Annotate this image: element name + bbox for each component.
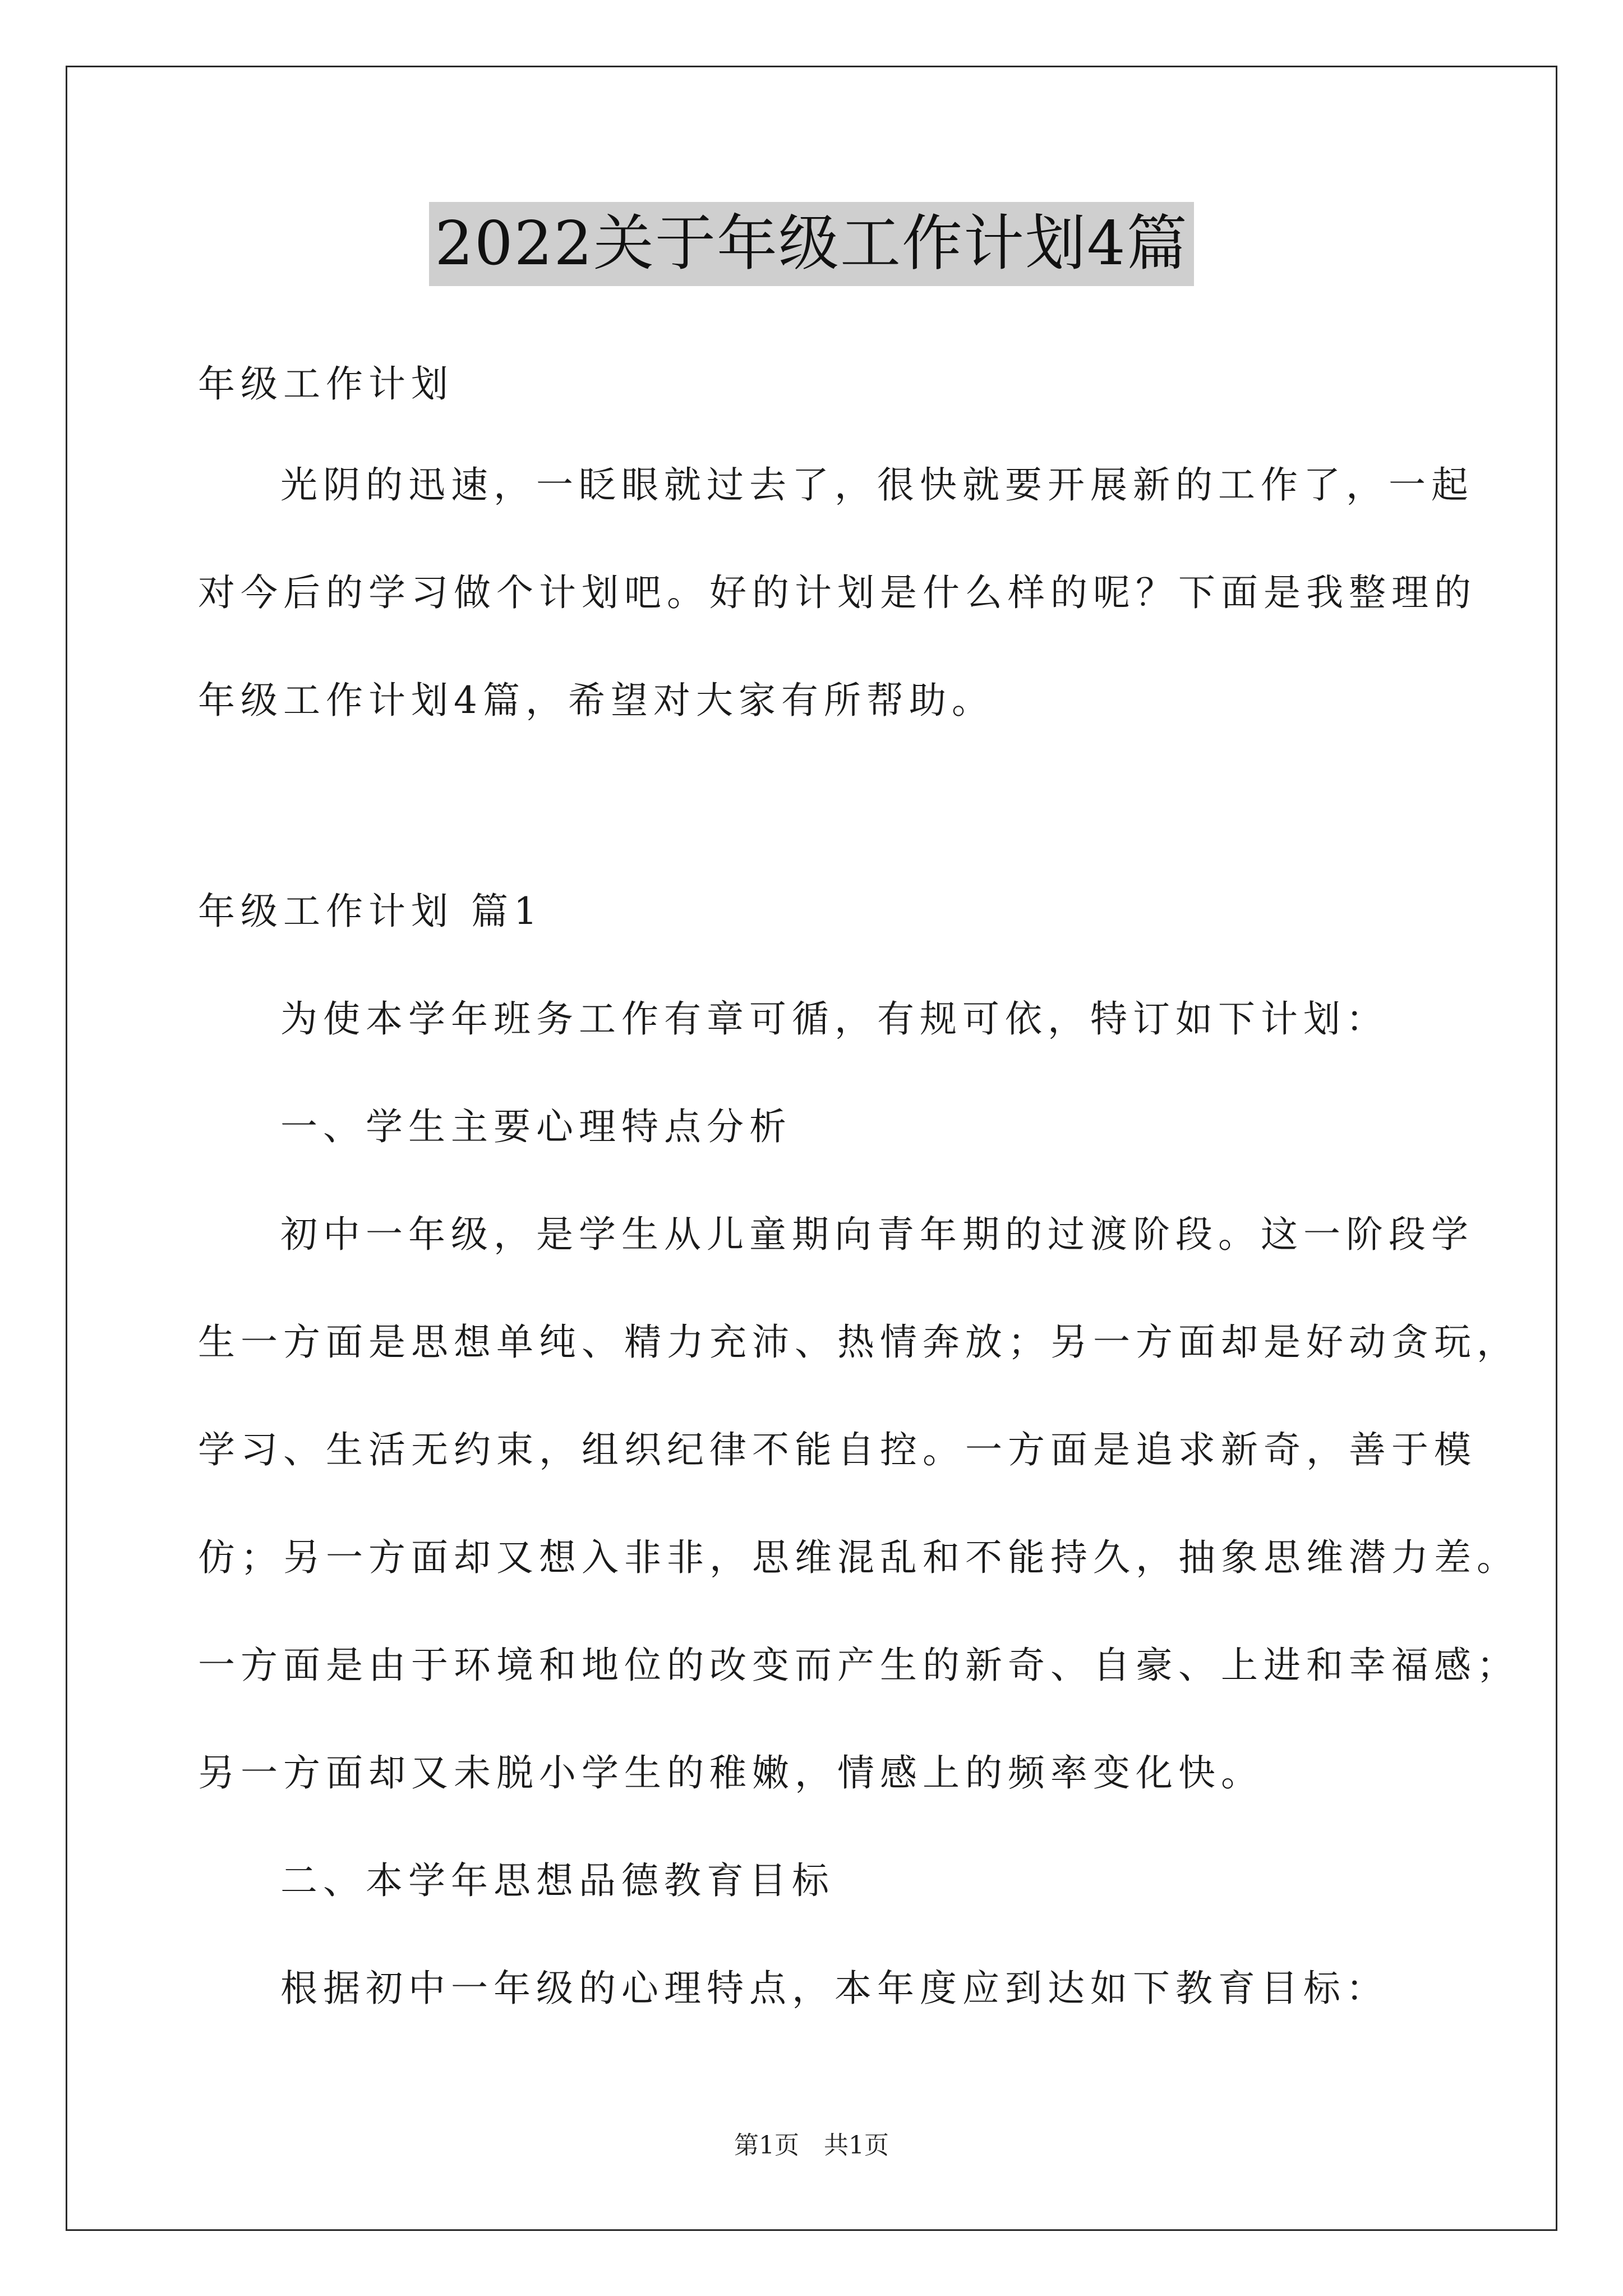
paragraph-line: 生一方面是思想单纯、精力充沛、热情奔放；另一方面却是好动贪玩， — [198, 1320, 1519, 1364]
subheading-line: 二、本学年思想品德教育目标 — [280, 1859, 834, 1902]
subheading-line: 一、学生主要心理特点分析 — [280, 1105, 792, 1148]
paragraph-line: 对今后的学习做个计划吧。好的计划是什么样的呢？下面是我整理的 — [198, 571, 1477, 614]
paragraph-line: 年级工作计划4篇，希望对大家有所帮助。 — [198, 679, 994, 722]
section-heading-intro: 年级工作计划 — [198, 362, 454, 406]
paragraph-line: 光阴的迅速，一眨眼就过去了，很快就要开展新的工作了，一起 — [280, 463, 1474, 507]
paragraph-line: 为使本学年班务工作有章可循，有规可依，特订如下计划： — [280, 997, 1389, 1041]
paragraph-line: 一方面是由于环境和地位的改变而产生的新奇、自豪、上进和幸福感； — [198, 1644, 1519, 1687]
paragraph-line: 学习、生活无约束，组织纪律不能自控。一方面是追求新奇，善于模 — [198, 1428, 1477, 1471]
document-title: 2022关于年级工作计划4篇 — [429, 202, 1194, 286]
section-heading-part1: 年级工作计划 篇1 — [198, 890, 543, 933]
title-container — [0, 202, 1623, 286]
paragraph-line: 根据初中一年级的心理特点，本年度应到达如下教育目标： — [280, 1967, 1389, 2010]
paragraph-line: 另一方面却又未脱小学生的稚嫩，情感上的频率变化快。 — [198, 1751, 1264, 1795]
paragraph-line: 仿；另一方面却又想入非非，思维混乱和不能持久，抽象思维潜力差。 — [198, 1536, 1519, 1579]
page-footer: 第1页 共1页 — [734, 2131, 889, 2160]
paragraph-line: 初中一年级，是学生从儿童期向青年期的过渡阶段。这一阶段学 — [280, 1213, 1474, 1256]
